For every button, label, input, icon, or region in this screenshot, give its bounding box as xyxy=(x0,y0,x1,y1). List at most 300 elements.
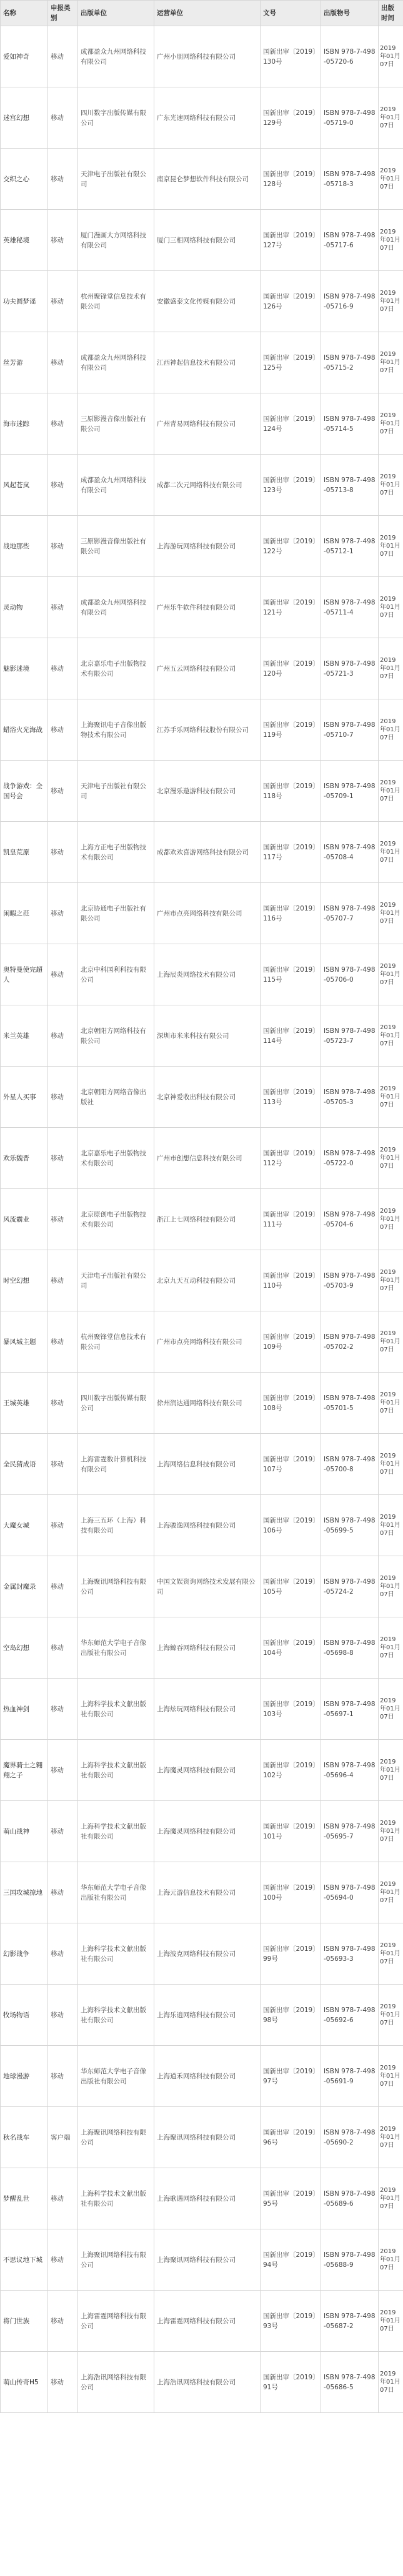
table-row xyxy=(1,1556,403,1617)
cell-approval-number: 国新出审〔2019〕125号 xyxy=(261,332,321,393)
cell-category: 移动 xyxy=(48,822,78,883)
cell-publisher: 上海聚讯网络科技有限公司 xyxy=(78,2229,154,2291)
cell-approval-number: 国新出审〔2019〕112号 xyxy=(261,1128,321,1189)
table-row xyxy=(1,1250,403,1311)
cell-operator: 上海乐逍网络科技有限公司 xyxy=(154,1985,261,2046)
cell-isbn: ISBN 978-7-498-05713-8 xyxy=(321,455,379,516)
cell-publish-date: 2019年01月07日 xyxy=(379,332,403,393)
cell-category: 移动 xyxy=(48,87,78,149)
cell-operator: 广州五云网络科技有限公司 xyxy=(154,638,261,699)
cell-publish-date: 2019年01月07日 xyxy=(379,2229,403,2291)
cell-publisher: 北京协通电子出版社有限公司 xyxy=(78,883,154,944)
cell-name: 灵动物 xyxy=(1,577,48,638)
table-row xyxy=(1,1128,403,1189)
cell-isbn: ISBN 978-7-498-05688-9 xyxy=(321,2229,379,2291)
cell-publisher: 上海聚讯网络科技有限公司 xyxy=(78,1556,154,1617)
cell-isbn: ISBN 978-7-498-05709-1 xyxy=(321,761,379,822)
cell-publish-date: 2019年01月07日 xyxy=(379,1128,403,1189)
cell-approval-number: 国新出审〔2019〕127号 xyxy=(261,210,321,271)
table-row xyxy=(1,1005,403,1067)
cell-publisher: 上海科学技术文献出版社有限公司 xyxy=(78,1801,154,1862)
cell-publisher: 北京朝阳方网络音像出版社 xyxy=(78,1067,154,1128)
cell-operator: 上海雷霆网络科技有限公司 xyxy=(154,2291,261,2352)
cell-operator: 上海魔灵网络科技有限公司 xyxy=(154,1801,261,1862)
cell-category: 移动 xyxy=(48,26,78,87)
cell-publish-date: 2019年01月07日 xyxy=(379,2352,403,2413)
cell-name: 外星人买事 xyxy=(1,1067,48,1128)
cell-operator: 北京漫乐遨游科技有限公司 xyxy=(154,761,261,822)
cell-publisher: 四川数字出版传媒有限公司 xyxy=(78,1373,154,1434)
cell-operator: 广州市点亮网络科技有限公司 xyxy=(154,1311,261,1373)
cell-category: 移动 xyxy=(48,1128,78,1189)
cell-category: 移动 xyxy=(48,393,78,455)
cell-approval-number: 国新出审〔2019〕116号 xyxy=(261,883,321,944)
cell-publish-date: 2019年01月07日 xyxy=(379,516,403,577)
cell-publisher: 北京嘉乐电子出版物技术有限公司 xyxy=(78,1128,154,1189)
cell-isbn: ISBN 978-7-498-05719-0 xyxy=(321,87,379,149)
cell-name: 战地那些 xyxy=(1,516,48,577)
cell-operator: 广州青易网络科技有限公司 xyxy=(154,393,261,455)
cell-publisher: 厦门漫画大方网络科技有限公司 xyxy=(78,210,154,271)
cell-publisher: 成都盈众九州网络科技有限公司 xyxy=(78,455,154,516)
cell-operator: 安徽盛泰文化传媒有限公司 xyxy=(154,271,261,332)
cell-operator: 上海浩讯网络科技有限公司 xyxy=(154,2352,261,2413)
cell-approval-number: 国新出审〔2019〕93号 xyxy=(261,2291,321,2352)
cell-approval-number: 国新出审〔2019〕118号 xyxy=(261,761,321,822)
cell-isbn: ISBN 978-7-498-05689-6 xyxy=(321,2168,379,2229)
cell-publisher: 成都盈众九州网络科技有限公司 xyxy=(78,577,154,638)
cell-name: 丝芳游 xyxy=(1,332,48,393)
cell-operator: 江西神起信息技术有限公司 xyxy=(154,332,261,393)
cell-approval-number: 国新出审〔2019〕121号 xyxy=(261,577,321,638)
cell-isbn: ISBN 978-7-498-05710-7 xyxy=(321,699,379,761)
cell-approval-number: 国新出审〔2019〕99号 xyxy=(261,1923,321,1985)
table-row xyxy=(1,1985,403,2046)
cell-approval-number: 国新出审〔2019〕91号 xyxy=(261,2352,321,2413)
cell-publish-date: 2019年01月07日 xyxy=(379,2107,403,2168)
cell-isbn: ISBN 978-7-498-05700-8 xyxy=(321,1434,379,1495)
cell-name: 闲暇之范 xyxy=(1,883,48,944)
cell-isbn: ISBN 978-7-498-05696-4 xyxy=(321,1740,379,1801)
table-row xyxy=(1,699,403,761)
table-row xyxy=(1,638,403,699)
cell-publish-date: 2019年01月07日 xyxy=(379,577,403,638)
cell-operator: 广州乐牛软件科技有限公司 xyxy=(154,577,261,638)
cell-category: 移动 xyxy=(48,883,78,944)
cell-name: 金属封魔录 xyxy=(1,1556,48,1617)
cell-operator: 广州市点亮网络科技有限公司 xyxy=(154,883,261,944)
cell-operator: 广州小朋网络科技有限公司 xyxy=(154,26,261,87)
cell-name: 蜡浴火光海战 xyxy=(1,699,48,761)
table-row xyxy=(1,149,403,210)
cell-name: 时空幻想 xyxy=(1,1250,48,1311)
header-isbn: 出版物号 xyxy=(321,1,379,26)
cell-category: 移动 xyxy=(48,1434,78,1495)
cell-name: 王城英雄 xyxy=(1,1373,48,1434)
cell-publish-date: 2019年01月07日 xyxy=(379,149,403,210)
header-publisher: 出版单位 xyxy=(78,1,154,26)
cell-isbn: ISBN 978-7-498-05722-0 xyxy=(321,1128,379,1189)
cell-operator: 上海网络信息科技有限公司 xyxy=(154,1434,261,1495)
cell-isbn: ISBN 978-7-498-05711-4 xyxy=(321,577,379,638)
cell-publisher: 杭州聚锋堂信息技术有限公司 xyxy=(78,1311,154,1373)
cell-publisher: 上海科学技术文献出版社有限公司 xyxy=(78,1740,154,1801)
cell-category: 移动 xyxy=(48,2229,78,2291)
cell-category: 移动 xyxy=(48,1740,78,1801)
cell-category: 移动 xyxy=(48,332,78,393)
cell-category: 移动 xyxy=(48,2291,78,2352)
cell-name: 梦醒乱世 xyxy=(1,2168,48,2229)
cell-publish-date: 2019年01月07日 xyxy=(379,455,403,516)
cell-operator: 广州市创想信息科技有限公司 xyxy=(154,1128,261,1189)
cell-approval-number: 国新出审〔2019〕128号 xyxy=(261,149,321,210)
cell-isbn: ISBN 978-7-498-05720-6 xyxy=(321,26,379,87)
cell-publisher: 华东师范大学电子音像出版社有限公司 xyxy=(78,1862,154,1923)
cell-name: 战争游戏：全国号会 xyxy=(1,761,48,822)
cell-isbn: ISBN 978-7-498-05716-9 xyxy=(321,271,379,332)
cell-publisher: 上海雷霆网络科技有限公司 xyxy=(78,2291,154,2352)
cell-publish-date: 2019年01月07日 xyxy=(379,210,403,271)
table-row xyxy=(1,577,403,638)
table-row xyxy=(1,1679,403,1740)
cell-publisher: 四川数字出版传媒有限公司 xyxy=(78,87,154,149)
cell-publisher: 北京中科国利科技有限公司 xyxy=(78,944,154,1005)
table-row xyxy=(1,332,403,393)
cell-category: 移动 xyxy=(48,2046,78,2107)
cell-publish-date: 2019年01月07日 xyxy=(379,271,403,332)
cell-publish-date: 2019年01月07日 xyxy=(379,1923,403,1985)
cell-name: 海市迷踪 xyxy=(1,393,48,455)
cell-publish-date: 2019年01月07日 xyxy=(379,883,403,944)
cell-operator: 北京神爱收出科技有限公司 xyxy=(154,1067,261,1128)
cell-publish-date: 2019年01月07日 xyxy=(379,26,403,87)
cell-approval-number: 国新出审〔2019〕110号 xyxy=(261,1250,321,1311)
cell-publish-date: 2019年01月07日 xyxy=(379,822,403,883)
cell-approval-number: 国新出审〔2019〕109号 xyxy=(261,1311,321,1373)
cell-name: 英雄秘境 xyxy=(1,210,48,271)
table-row xyxy=(1,1740,403,1801)
cell-approval-number: 国新出审〔2019〕102号 xyxy=(261,1740,321,1801)
cell-operator: 南京昆仑梦想软件科技有限公司 xyxy=(154,149,261,210)
cell-publisher: 上海方正电子出版物技术有限公司 xyxy=(78,822,154,883)
cell-name: 魔界骑士之翱翔之子 xyxy=(1,1740,48,1801)
cell-publish-date: 2019年01月07日 xyxy=(379,1250,403,1311)
cell-category: 移动 xyxy=(48,271,78,332)
cell-approval-number: 国新出审〔2019〕124号 xyxy=(261,393,321,455)
cell-category: 移动 xyxy=(48,944,78,1005)
cell-approval-number: 国新出审〔2019〕120号 xyxy=(261,638,321,699)
cell-name: 米兰英雄 xyxy=(1,1005,48,1067)
cell-name: 凯皇荒原 xyxy=(1,822,48,883)
table-row xyxy=(1,26,403,87)
cell-operator: 上海鲸吞网络科技有限公司 xyxy=(154,1617,261,1679)
cell-publisher: 杭州聚锋堂信息技术有限公司 xyxy=(78,271,154,332)
cell-publisher: 上海科学技术文献出版社有限公司 xyxy=(78,1985,154,2046)
cell-approval-number: 国新出审〔2019〕129号 xyxy=(261,87,321,149)
cell-publisher: 上海浩讯网络科技有限公司 xyxy=(78,2352,154,2413)
cell-publisher: 天津电子出版社有限公司 xyxy=(78,761,154,822)
cell-isbn: ISBN 978-7-498-05695-7 xyxy=(321,1801,379,1862)
cell-operator: 上海魔灵网络科技有限公司 xyxy=(154,1740,261,1801)
table-row xyxy=(1,883,403,944)
cell-publish-date: 2019年01月07日 xyxy=(379,1495,403,1556)
cell-isbn: ISBN 978-7-498-05701-5 xyxy=(321,1373,379,1434)
cell-category: 客户端 xyxy=(48,2107,78,2168)
cell-approval-number: 国新出审〔2019〕101号 xyxy=(261,1801,321,1862)
cell-publisher: 上海雷霆数计算机科技有限公司 xyxy=(78,1434,154,1495)
table-row xyxy=(1,455,403,516)
cell-publisher: 上海三五环（上海）科技有限公司 xyxy=(78,1495,154,1556)
cell-operator: 浙江上七网络科技有限公司 xyxy=(154,1189,261,1250)
cell-operator: 厦门三相网络科技有限公司 xyxy=(154,210,261,271)
cell-isbn: ISBN 978-7-498-05707-7 xyxy=(321,883,379,944)
cell-isbn: ISBN 978-7-498-05714-5 xyxy=(321,393,379,455)
table-row xyxy=(1,2291,403,2352)
cell-approval-number: 国新出审〔2019〕111号 xyxy=(261,1189,321,1250)
cell-name: 萌山传奇H5 xyxy=(1,2352,48,2413)
cell-operator: 上海炫玩网络科技有限公司 xyxy=(154,1679,261,1740)
cell-name: 奥特曼使完超人 xyxy=(1,944,48,1005)
cell-category: 移动 xyxy=(48,1373,78,1434)
cell-publish-date: 2019年01月07日 xyxy=(379,761,403,822)
cell-publisher: 北京原创电子出版物技术有限公司 xyxy=(78,1189,154,1250)
cell-name: 全民猜成语 xyxy=(1,1434,48,1495)
cell-approval-number: 国新出审〔2019〕95号 xyxy=(261,2168,321,2229)
cell-category: 移动 xyxy=(48,1985,78,2046)
cell-publisher: 成都盈众九州网络科技有限公司 xyxy=(78,332,154,393)
cell-approval-number: 国新出审〔2019〕115号 xyxy=(261,944,321,1005)
cell-publish-date: 2019年01月07日 xyxy=(379,2046,403,2107)
cell-category: 移动 xyxy=(48,1862,78,1923)
cell-operator: 上海聚讯网络科技有限公司 xyxy=(154,2229,261,2291)
cell-operator: 中国文娱资询网络技术发展有限公司 xyxy=(154,1556,261,1617)
table-row xyxy=(1,2352,403,2413)
cell-isbn: ISBN 978-7-498-05693-3 xyxy=(321,1923,379,1985)
cell-category: 移动 xyxy=(48,516,78,577)
cell-publish-date: 2019年01月07日 xyxy=(379,2291,403,2352)
cell-category: 移动 xyxy=(48,1679,78,1740)
cell-isbn: ISBN 978-7-498-05724-2 xyxy=(321,1556,379,1617)
cell-operator: 上海歌遇网络科技有限公司 xyxy=(154,2168,261,2229)
cell-approval-number: 国新出审〔2019〕107号 xyxy=(261,1434,321,1495)
cell-operator: 广东光速网络科技有限公司 xyxy=(154,87,261,149)
cell-isbn: ISBN 978-7-498-05704-6 xyxy=(321,1189,379,1250)
cell-category: 移动 xyxy=(48,2168,78,2229)
cell-isbn: ISBN 978-7-498-05691-9 xyxy=(321,2046,379,2107)
cell-approval-number: 国新出审〔2019〕130号 xyxy=(261,26,321,87)
table-row xyxy=(1,2107,403,2168)
cell-isbn: ISBN 978-7-498-05708-4 xyxy=(321,822,379,883)
cell-approval-number: 国新出审〔2019〕126号 xyxy=(261,271,321,332)
cell-publisher: 华东师范大学电子音像出版社有限公司 xyxy=(78,1617,154,1679)
cell-category: 移动 xyxy=(48,1556,78,1617)
cell-name: 交织之心 xyxy=(1,149,48,210)
cell-category: 移动 xyxy=(48,699,78,761)
cell-isbn: ISBN 978-7-498-05690-2 xyxy=(321,2107,379,2168)
table-row xyxy=(1,1617,403,1679)
cell-category: 移动 xyxy=(48,455,78,516)
cell-name: 空岛幻想 xyxy=(1,1617,48,1679)
cell-approval-number: 国新出审〔2019〕98号 xyxy=(261,1985,321,2046)
cell-publisher: 三原影漫音像出版社有限公司 xyxy=(78,393,154,455)
cell-category: 移动 xyxy=(48,1495,78,1556)
cell-operator: 上海波克网络科技有限公司 xyxy=(154,1923,261,1985)
cell-category: 移动 xyxy=(48,1250,78,1311)
cell-category: 移动 xyxy=(48,1189,78,1250)
table-row xyxy=(1,761,403,822)
table-row xyxy=(1,1495,403,1556)
cell-approval-number: 国新出审〔2019〕108号 xyxy=(261,1373,321,1434)
cell-name: 将门世族 xyxy=(1,2291,48,2352)
cell-approval-number: 国新出审〔2019〕113号 xyxy=(261,1067,321,1128)
cell-category: 移动 xyxy=(48,1311,78,1373)
cell-operator: 上海辰炎网络技术有限公司 xyxy=(154,944,261,1005)
cell-publish-date: 2019年01月07日 xyxy=(379,1740,403,1801)
cell-isbn: ISBN 978-7-498-05702-2 xyxy=(321,1311,379,1373)
header-operator: 运营单位 xyxy=(154,1,261,26)
cell-operator: 成都欢欢喜游网络科技有限公司 xyxy=(154,822,261,883)
cell-approval-number: 国新出审〔2019〕122号 xyxy=(261,516,321,577)
cell-category: 移动 xyxy=(48,577,78,638)
cell-publish-date: 2019年01月07日 xyxy=(379,1067,403,1128)
cell-operator: 上海游玩网络科技有限公司 xyxy=(154,516,261,577)
cell-approval-number: 国新出审〔2019〕104号 xyxy=(261,1617,321,1679)
cell-isbn: ISBN 978-7-498-05703-9 xyxy=(321,1250,379,1311)
cell-approval-number: 国新出审〔2019〕96号 xyxy=(261,2107,321,2168)
table-row xyxy=(1,1801,403,1862)
cell-approval-number: 国新出审〔2019〕105号 xyxy=(261,1556,321,1617)
cell-publish-date: 2019年01月07日 xyxy=(379,944,403,1005)
cell-category: 移动 xyxy=(48,1005,78,1067)
cell-category: 移动 xyxy=(48,210,78,271)
cell-approval-number: 国新出审〔2019〕103号 xyxy=(261,1679,321,1740)
cell-isbn: ISBN 978-7-498-05706-0 xyxy=(321,944,379,1005)
cell-name: 爱如神奇 xyxy=(1,26,48,87)
cell-name: 风流霸业 xyxy=(1,1189,48,1250)
table-row xyxy=(1,1434,403,1495)
cell-category: 移动 xyxy=(48,2352,78,2413)
cell-isbn: ISBN 978-7-498-05705-3 xyxy=(321,1067,379,1128)
table-row xyxy=(1,393,403,455)
cell-isbn: ISBN 978-7-498-05723-7 xyxy=(321,1005,379,1067)
cell-publish-date: 2019年01月07日 xyxy=(379,1311,403,1373)
cell-category: 移动 xyxy=(48,1617,78,1679)
cell-publish-date: 2019年01月07日 xyxy=(379,1985,403,2046)
table-row xyxy=(1,944,403,1005)
cell-publish-date: 2019年01月07日 xyxy=(379,1556,403,1617)
cell-name: 热血神剑 xyxy=(1,1679,48,1740)
table-row xyxy=(1,1923,403,1985)
cell-isbn: ISBN 978-7-498-05717-6 xyxy=(321,210,379,271)
cell-isbn: ISBN 978-7-498-05697-1 xyxy=(321,1679,379,1740)
cell-publisher: 三原影漫音像出版社有限公司 xyxy=(78,516,154,577)
table-row xyxy=(1,1862,403,1923)
table-row xyxy=(1,87,403,149)
cell-publisher: 上海科学技术文献出版社有限公司 xyxy=(78,2168,154,2229)
cell-operator: 江苏手乐网络科技股份有限公司 xyxy=(154,699,261,761)
cell-operator: 上海道禾网络科技有限公司 xyxy=(154,2046,261,2107)
table-row xyxy=(1,2168,403,2229)
cell-name: 大魔女城 xyxy=(1,1495,48,1556)
table-row xyxy=(1,1311,403,1373)
cell-publish-date: 2019年01月07日 xyxy=(379,393,403,455)
cell-publish-date: 2019年01月07日 xyxy=(379,1373,403,1434)
table-row xyxy=(1,210,403,271)
cell-category: 移动 xyxy=(48,638,78,699)
cell-publish-date: 2019年01月07日 xyxy=(379,87,403,149)
table-row xyxy=(1,1067,403,1128)
cell-approval-number: 国新出审〔2019〕100号 xyxy=(261,1862,321,1923)
cell-operator: 上海聚讯网络科技有限公司 xyxy=(154,2107,261,2168)
cell-isbn: ISBN 978-7-498-05694-0 xyxy=(321,1862,379,1923)
cell-approval-number: 国新出审〔2019〕114号 xyxy=(261,1005,321,1067)
cell-publisher: 天津电子出版社有限公司 xyxy=(78,149,154,210)
table-row xyxy=(1,2229,403,2291)
cell-isbn: ISBN 978-7-498-05687-2 xyxy=(321,2291,379,2352)
cell-operator: 徐州润达通网络科技有限公司 xyxy=(154,1373,261,1434)
cell-name: 风起苍岚 xyxy=(1,455,48,516)
table-body xyxy=(1,26,403,2413)
cell-publish-date: 2019年01月07日 xyxy=(379,2168,403,2229)
cell-operator: 上海元游信息技术有限公司 xyxy=(154,1862,261,1923)
cell-isbn: ISBN 978-7-498-05692-6 xyxy=(321,1985,379,2046)
cell-publisher: 上海科学技术文献出版社有限公司 xyxy=(78,1923,154,1985)
cell-name: 魅影迷境 xyxy=(1,638,48,699)
header-approval-number: 文号 xyxy=(261,1,321,26)
cell-publisher: 上海聚讯网络科技有限公司 xyxy=(78,2107,154,2168)
cell-operator: 上海骏逸网络科技有限公司 xyxy=(154,1495,261,1556)
cell-publisher: 华东师范大学电子音像出版社有限公司 xyxy=(78,2046,154,2107)
cell-name: 萌山战神 xyxy=(1,1801,48,1862)
cell-name: 不思议地下城 xyxy=(1,2229,48,2291)
cell-publish-date: 2019年01月07日 xyxy=(379,1189,403,1250)
cell-isbn: ISBN 978-7-498-05698-8 xyxy=(321,1617,379,1679)
cell-isbn: ISBN 978-7-498-05715-2 xyxy=(321,332,379,393)
table-row xyxy=(1,1373,403,1434)
cell-isbn: ISBN 978-7-498-05721-3 xyxy=(321,638,379,699)
header-publish-date: 出版时间 xyxy=(379,1,403,26)
cell-name: 功夫圆梦谣 xyxy=(1,271,48,332)
cell-operator: 深圳市米米科技有限公司 xyxy=(154,1005,261,1067)
cell-publisher: 北京朝阳方网络科技有限公司 xyxy=(78,1005,154,1067)
cell-operator: 成都二次元网络科技有限公司 xyxy=(154,455,261,516)
cell-publish-date: 2019年01月07日 xyxy=(379,638,403,699)
cell-publisher: 北京嘉乐电子出版物技术有限公司 xyxy=(78,638,154,699)
table-row xyxy=(1,271,403,332)
cell-publish-date: 2019年01月07日 xyxy=(379,1862,403,1923)
cell-name: 秋名战车 xyxy=(1,2107,48,2168)
cell-publish-date: 2019年01月07日 xyxy=(379,1679,403,1740)
header-category: 申报类别 xyxy=(48,1,78,26)
cell-publisher: 上海科学技术文献出版社有限公司 xyxy=(78,1679,154,1740)
cell-operator: 北京九天互动科技有限公司 xyxy=(154,1250,261,1311)
cell-category: 移动 xyxy=(48,149,78,210)
cell-name: 牧场物语 xyxy=(1,1985,48,2046)
cell-approval-number: 国新出审〔2019〕97号 xyxy=(261,2046,321,2107)
cell-category: 移动 xyxy=(48,761,78,822)
cell-approval-number: 国新出审〔2019〕119号 xyxy=(261,699,321,761)
cell-publish-date: 2019年01月07日 xyxy=(379,1801,403,1862)
table-row xyxy=(1,822,403,883)
cell-publisher: 天津电子出版社有限公司 xyxy=(78,1250,154,1311)
table-row xyxy=(1,2046,403,2107)
cell-isbn: ISBN 978-7-498-05718-3 xyxy=(321,149,379,210)
cell-isbn: ISBN 978-7-498-05712-1 xyxy=(321,516,379,577)
cell-approval-number: 国新出审〔2019〕106号 xyxy=(261,1495,321,1556)
cell-approval-number: 国新出审〔2019〕123号 xyxy=(261,455,321,516)
cell-isbn: ISBN 978-7-498-05686-5 xyxy=(321,2352,379,2413)
table-row xyxy=(1,516,403,577)
